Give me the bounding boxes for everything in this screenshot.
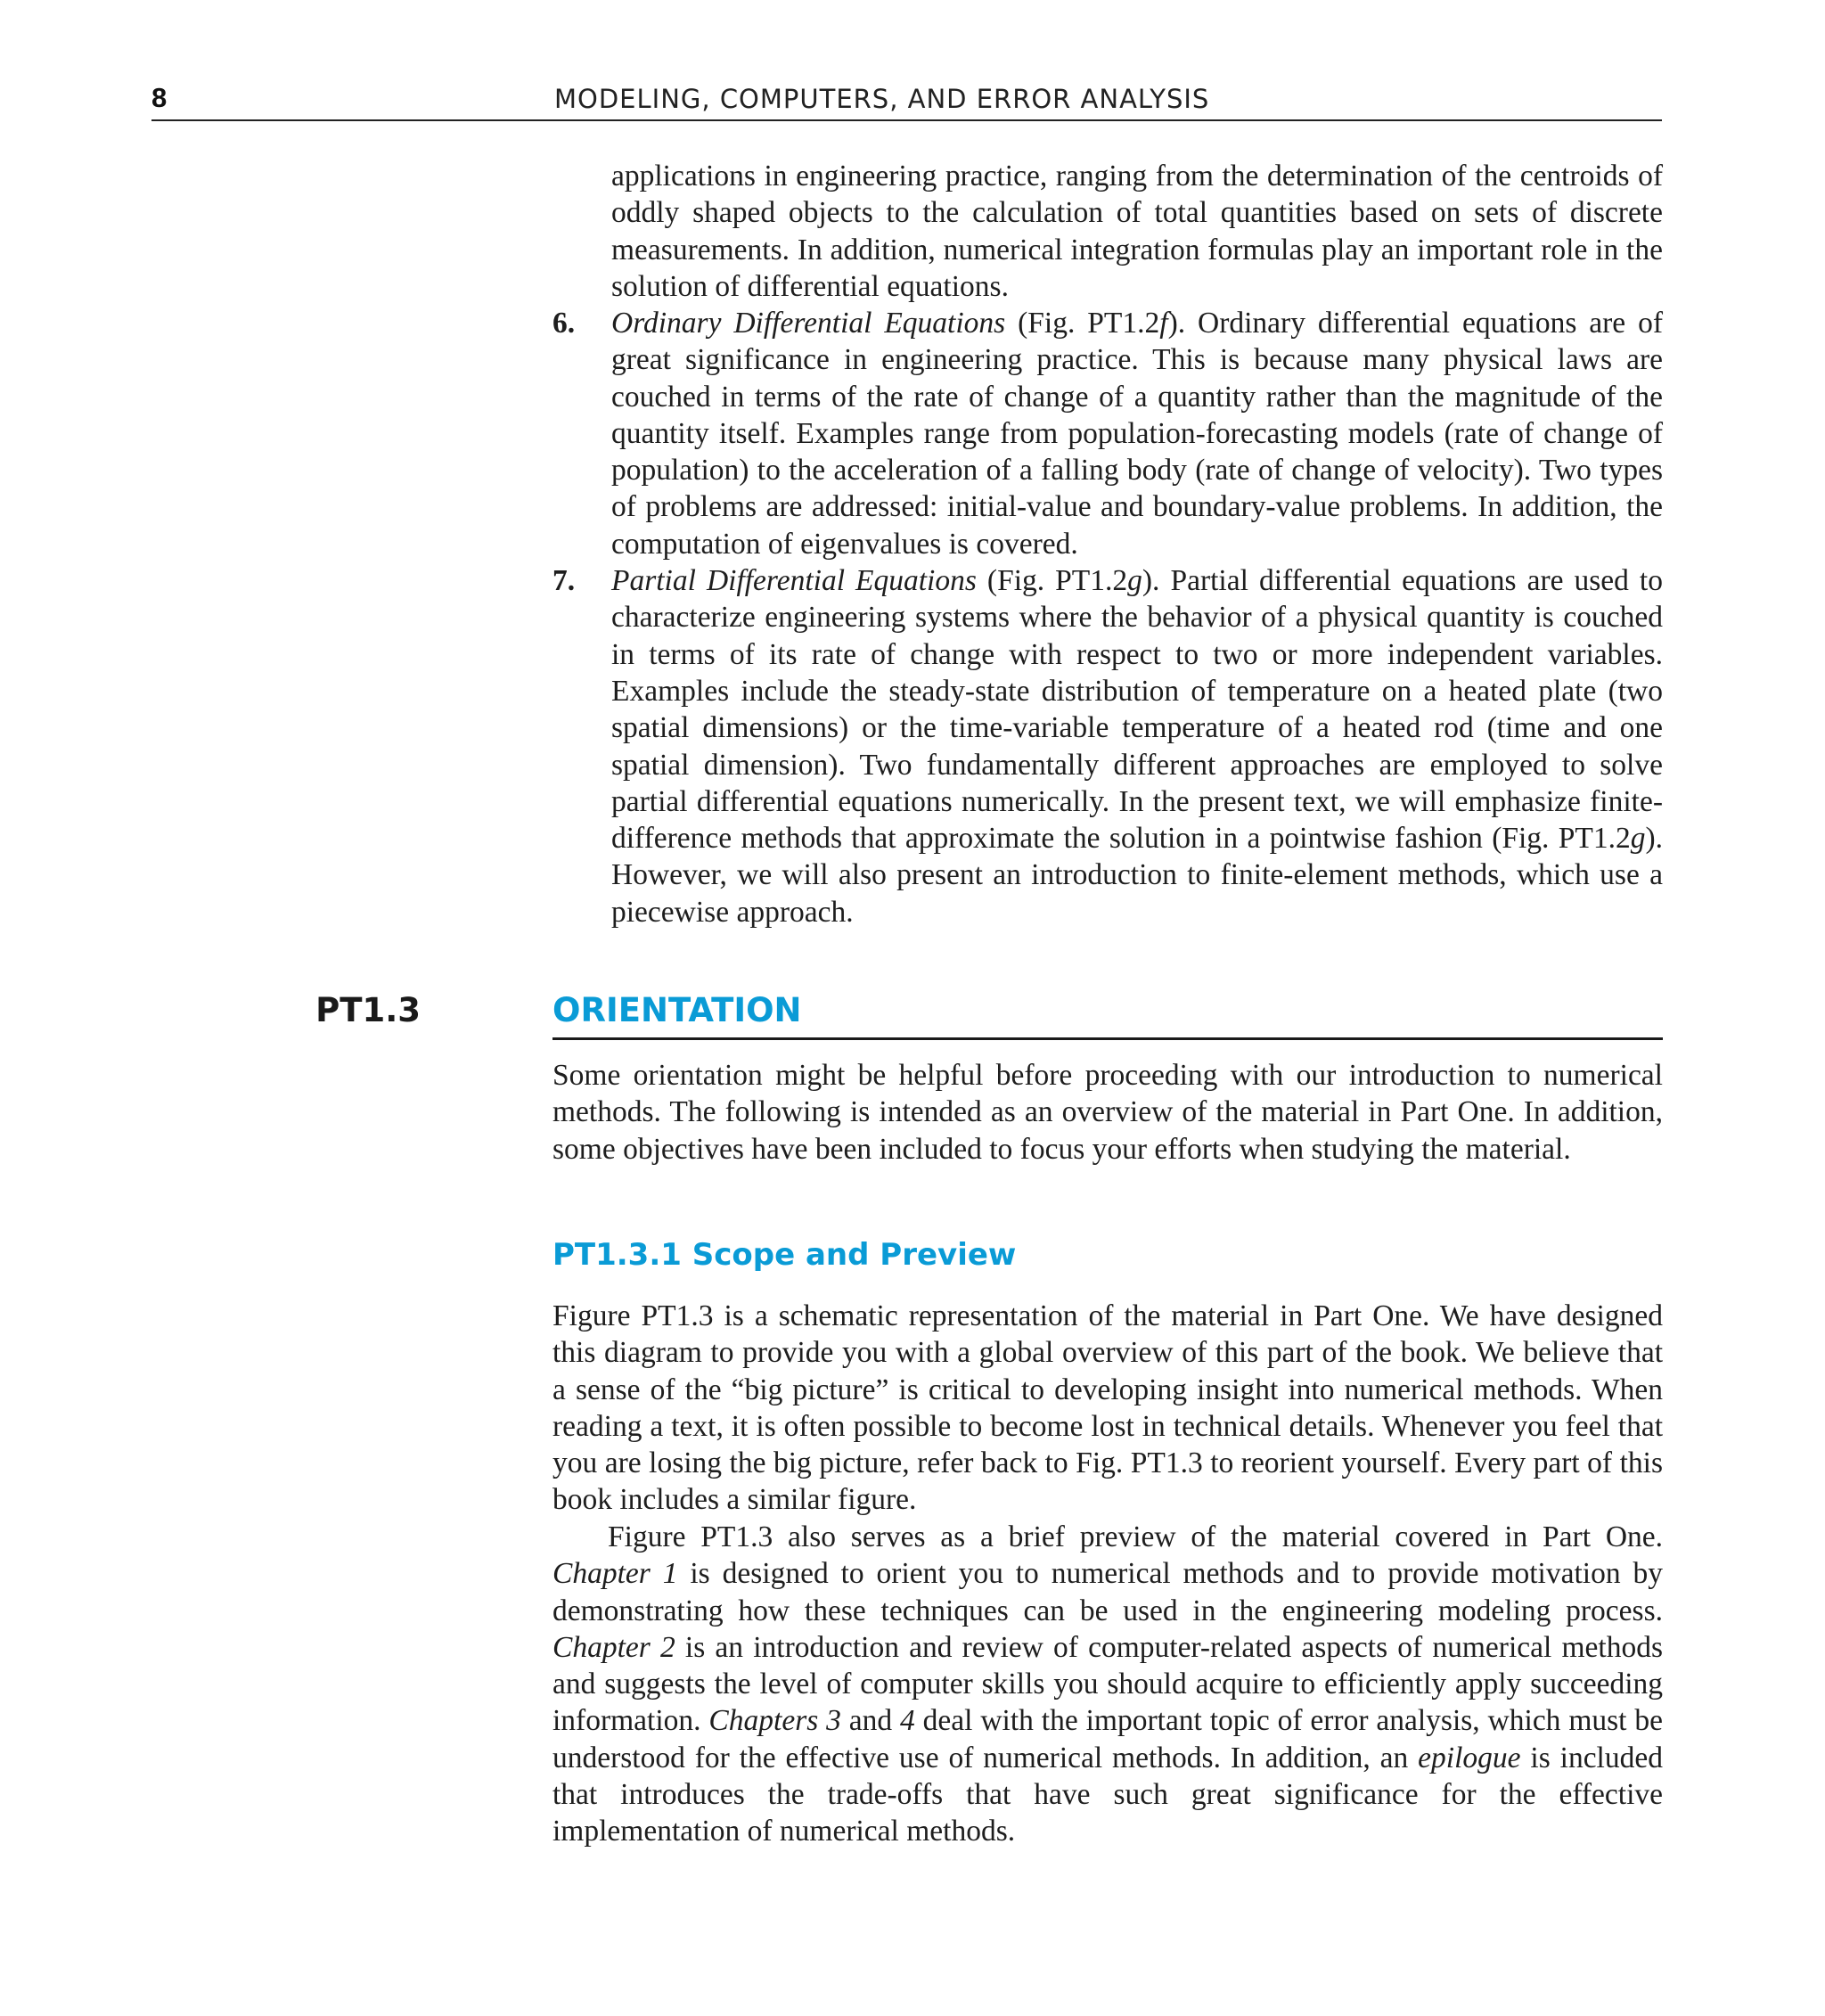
text-run: and bbox=[840, 1704, 901, 1738]
text-run: is designed to orient you to numerical methods and to provide motivation by demonstrating how these techniques can be used in the engineering modeling process. bbox=[552, 1557, 1663, 1627]
figure-letter: g bbox=[1127, 564, 1142, 598]
text-run: Figure PT1.3 also serves as a brief preview of the material covered in Part One. bbox=[608, 1520, 1663, 1553]
list-item bbox=[552, 562, 1663, 930]
text-run: is an introduction and review of computer-related aspects of numerical methods and suggests the level of computer skills you should acquire to efficiently apply succeeding information. bbox=[552, 1630, 1663, 1738]
figure-reference-close: ). bbox=[1167, 307, 1199, 340]
list-item-number: 7. bbox=[552, 564, 576, 598]
figure-reference: (Fig. PT1.2 bbox=[1005, 307, 1160, 340]
section-title: ORIENTATION bbox=[552, 991, 802, 1029]
figure-letter: f bbox=[1159, 307, 1168, 340]
text-run: is included that introduces the trade-offs that have such great significance for the effective implementation of numerical methods. bbox=[552, 1741, 1663, 1848]
figure-reference-close: ). bbox=[1142, 564, 1171, 598]
list-item-text: Ordinary differential equations are of great significance in engineering practice. This is because many physical laws are couched in terms of the rate of change of a quantity rather than the magnitude of the quantity itself. Examples range from population-forecasting models (rate of change of population) to the acceleration of a falling body (rate of change of velocity). Two types of problems are addressed: initial-value and boundary-value problems. In addition, the computation of eigenvalues is covered. bbox=[611, 307, 1663, 561]
list-item-number: 6. bbox=[552, 307, 576, 340]
section-rule bbox=[552, 1037, 1663, 1040]
numbered-list bbox=[552, 305, 1663, 930]
scope-paragraph-2 bbox=[552, 1519, 1663, 1850]
list-item bbox=[552, 305, 1663, 562]
scope-paragraph-1: Figure PT1.3 is a schematic representation of the material in Part One. We have designed this diagram to provide you with a global overview of this part of the book. We believe that a sense of the “big picture” is critical to developing insight into numerical methods. When reading a text, it is often possible to become lost in technical details. Whenever you feel that you are losing the big picture, refer back to Fig. PT1.3 to reorient yourself. Every part of this book includes a similar figure. bbox=[552, 1299, 1663, 1517]
list-item-text-end: ). However, we will also present an introduction to finite-element methods, which use a piecewise approach. bbox=[611, 822, 1663, 929]
chapter-reference: 4 bbox=[900, 1704, 915, 1738]
page-number: 8 bbox=[151, 82, 168, 113]
epilogue-term: epilogue bbox=[1418, 1741, 1521, 1774]
figure-reference: (Fig. PT1.2 bbox=[976, 564, 1128, 598]
running-header bbox=[151, 78, 1662, 121]
chapter-reference: Chapter 2 bbox=[552, 1630, 675, 1664]
running-title: MODELING, COMPUTERS, AND ERROR ANALYSIS bbox=[554, 84, 1210, 114]
list-item-title: Ordinary Differential Equations bbox=[611, 307, 1006, 340]
figure-letter: g bbox=[1630, 822, 1646, 856]
orientation-paragraph: Some orientation might be helpful before proceeding with our introduction to numerical methods. The following is intended as an overview of the material in Part One. In addition, some objectives have been included to focus your efforts when studying the material. bbox=[552, 1059, 1663, 1166]
section-number: PT1.3 bbox=[315, 991, 421, 1029]
subsection-title: PT1.3.1 Scope and Preview bbox=[552, 1237, 1017, 1273]
continuation-paragraph: applications in engineering practice, ranging from the determination of the centroids of oddly shaped objects to the calculation of total quantities based on sets of discrete measurements. In addition, numerical integration formulas play an important role in the solution of differential equations. bbox=[611, 160, 1663, 303]
list-item-title: Partial Differential Equations bbox=[611, 564, 977, 598]
chapter-reference: Chapter 1 bbox=[552, 1557, 678, 1591]
chapter-reference: Chapters 3 bbox=[708, 1704, 841, 1738]
section-heading bbox=[151, 991, 1662, 1036]
text-run: deal with the important topic of error analysis, which must be understood for the effective use of numerical methods. In addition, an bbox=[552, 1704, 1663, 1774]
list-item-text: Partial differential equations are used to characterize engineering systems where the behavior of a physical quantity is couched in terms of its rate of change with respect to two or more independent variables. Examples include the steady-state distribution of temperature on a heated plate (two spatial dimensions) or the time-variable temperature of a heated rod (time and one spatial dimension). Two fundamentally different approaches are employed to solve partial differential equations numerically. In the present text, we will emphasize finite-difference methods that approximate the solution in a pointwise fashion (Fig. PT1.2 bbox=[611, 564, 1663, 856]
